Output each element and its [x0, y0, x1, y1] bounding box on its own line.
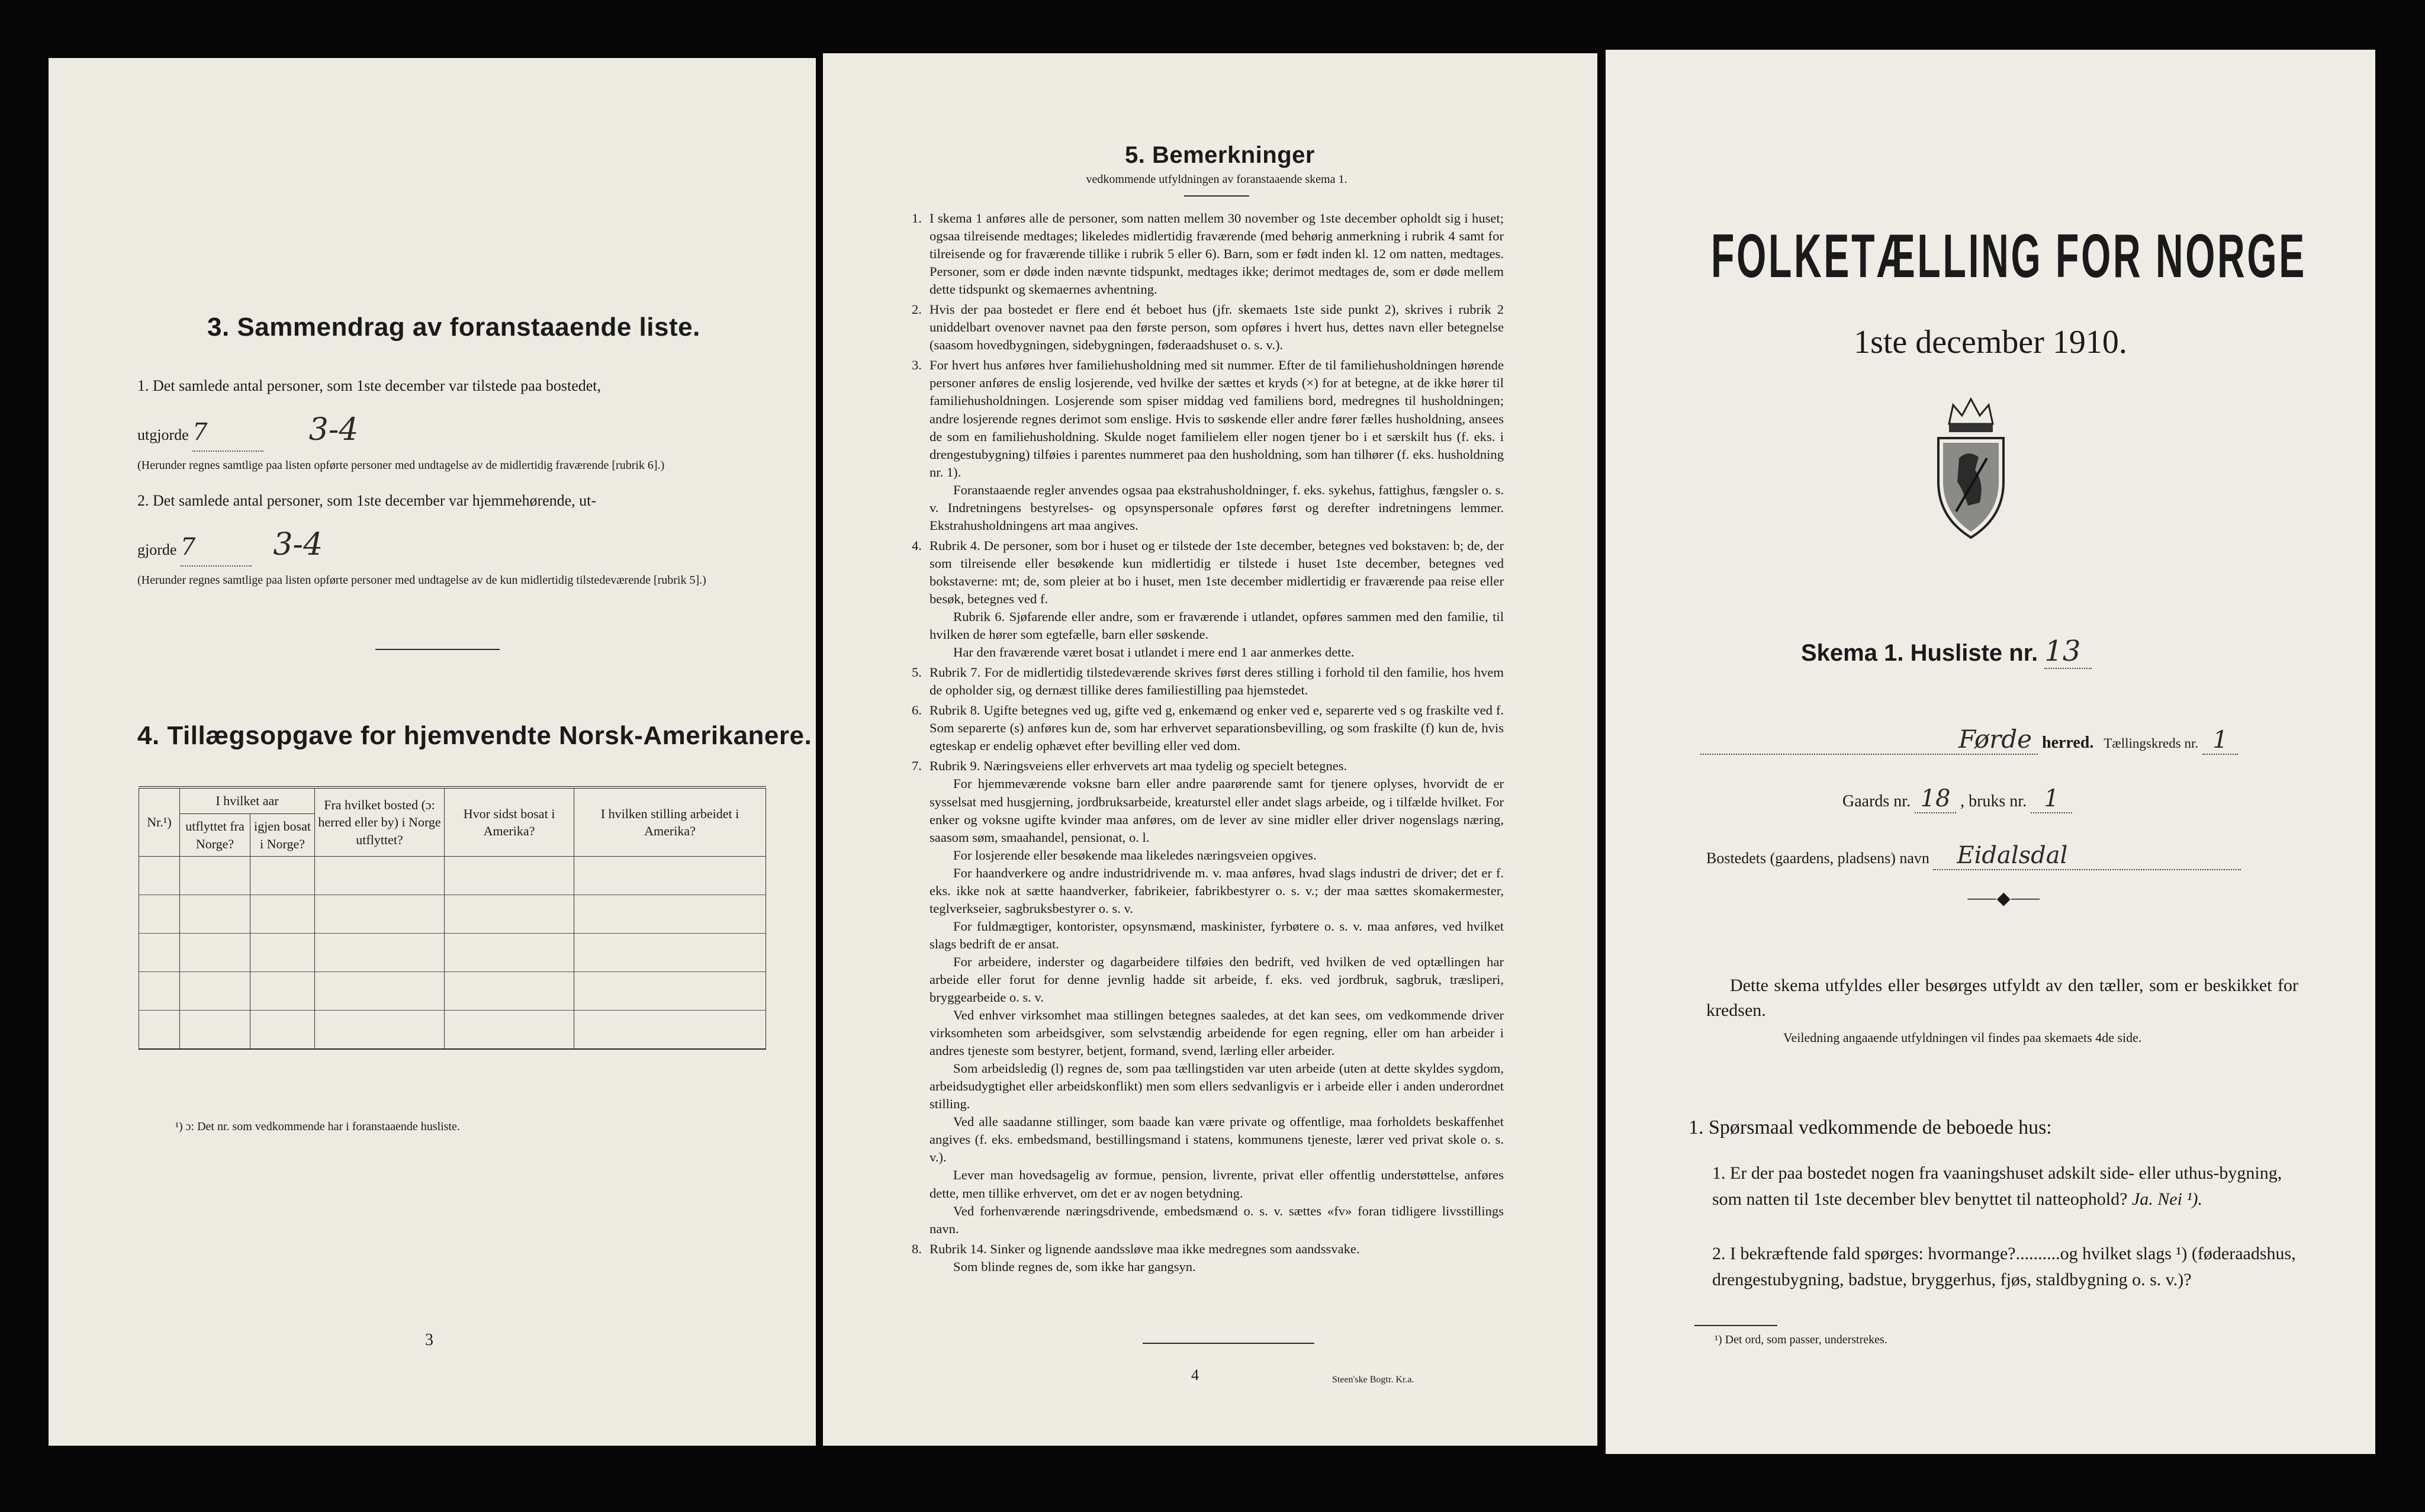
summary-item-1 [137, 374, 783, 475]
item1-handwritten: 3-4 [308, 412, 359, 448]
item1-value: 7 [192, 414, 263, 452]
norsk-amerikanere-table [139, 786, 766, 1050]
remark-paragraph: Hvis der paa bostedet er flere end ét beboet hus (jfr. skemaets 1ste side punkt 2), skrives i rubrik 2 uniddelbart ovenover navnet paa den første person, som opføres i hvert hus, dettes navn eller betegnelse (saasom hovedbygningen, sidebygningen, føderaadshuset o. s. v.). [930, 302, 1504, 353]
page-number: 3 [425, 1331, 433, 1349]
guidance-note: Veiledning angaaende utfyldningen vil findes paa skemaets 4de side. [1783, 1030, 2142, 1045]
page-middle [823, 53, 1597, 1446]
remark-paragraph: Som blinde regnes de, som ikke har gangsyn. [953, 1259, 1196, 1274]
gaards-label: Gaards nr. [1842, 792, 1911, 810]
col-nr: Nr.¹) [139, 787, 180, 857]
item2-note: (Herunder regnes samtlige paa listen opførte personer med undtagelse av de kun midlertidig tilstedeværende [rubrik 5].) [137, 573, 706, 587]
norway-coat-of-arms-icon [1932, 393, 2009, 544]
remark-paragraph: Rubrik 9. Næringsveiens eller erhvervets art maa tydelig og specielt betegnes. [930, 758, 1347, 774]
schema-label: Skema 1. Husliste nr. [1801, 640, 2038, 666]
table-row [139, 895, 766, 934]
divider [1694, 1325, 1777, 1326]
page-left [49, 58, 816, 1446]
item2-handwritten: 3-4 [273, 527, 323, 563]
remark-item [912, 702, 1504, 755]
item2-text: 2. Det samlede antal personer, som 1ste december var hjemmehørende, ut- [137, 492, 597, 509]
printer-mark: Steen'ske Bogtr. Kr.a. [1332, 1375, 1414, 1385]
remarks-subtitle: vedkommende utfyldningen av foranstaaende skema 1. [1086, 173, 1347, 186]
item2-value: 7 [181, 529, 252, 567]
col-occupation: I hvilken stilling arbeidet i Amerika? [574, 787, 766, 857]
col-last-america: Hvor sidst bosat i Amerika? [445, 787, 574, 857]
kreds-label: Tællingskreds nr. [2104, 736, 2199, 751]
remark-paragraph: Rubrik 4. De personer, som bor i huset og er tilstede der 1ste december, betegnes ved bokstaven: b; de, der som tilreisende eller besøkende kun midlertidig er tilstede i huset 1ste december, betegnes ved bokstaverne: mt; de, som pleier at bo i huset, men 1ste december midlertidig er fraværende paa reise eller besøk, betegnes ved f. [930, 538, 1504, 606]
remark-number: 1. [912, 211, 922, 226]
q1-title: 1. Spørsmaal vedkommende de beboede hus: [1689, 1117, 2052, 1138]
remark-paragraph: Foranstaaende regler anvendes ogsaa paa ekstrahusholdninger, f. eks. sykehus, fattighus, fængsler o. s. v. Indretningens bestyrelses- og opsynspersonale opføres først og derefter indretningens lemmer. Ekstrahusholdningens art maa angives. [930, 482, 1504, 533]
bruks-label: , bruks nr. [1960, 792, 2027, 810]
q1-2: 2. I bekræftende fald spørges: hvormange?..........og hvilket slags ¹) (føderaadshus, drengestubygning, badstue, bryggerhus, fjøs, staldbygning o. s. v.)? [1712, 1244, 2296, 1289]
remark-item [912, 1240, 1504, 1276]
summary-item-2 [137, 489, 783, 590]
remark-paragraph: For hvert hus anføres hver familiehusholdning med sit nummer. Efter de til familiehusholdningen hørende personer anføres de enslig losjerende, ved hvilke der sættes et kryds (×) for at betegne, at de ikke hører til familiehusholdningen. Losjerende som spiser middag ved familiens bord, medregnes til husholdningen; andre losjerende regnes derimot som enslige. Hvis to søskende eller andre fører fælles husholdning, ansees de som en familiehusholdning. Skulde noget familielem eller nogen tjener bo i et særskilt hus (f. eks. i drengestubygning) tilføies i parentes nummeret paa den husholdning, som han tilhører (f. eks. husholdning nr. 1). [930, 358, 1504, 480]
ornament-icon: ⸺◆⸺ [1967, 889, 2041, 908]
remark-paragraph: Lever man hovedsagelig av formue, pension, livrente, privat eller offentlig understøttelse, anføres dette, men tillike erhvervet, om det er av nogen betydning. [930, 1167, 1504, 1201]
remark-paragraph: Rubrik 7. For de midlertidig tilstedeværende skrives først deres stilling i forhold til den familie, hos hvem de opholder sig, og dernæst tillike deres familiestilling paa hjemstedet. [930, 665, 1504, 698]
bosted-line [1706, 842, 2241, 870]
remark-paragraph: For hjemmeværende voksne barn eller andre paarørende samt for tjenere oplyses, hvorvidt de er sysselsat med husgjerning, jordbruksarbeide, kreaturstel eller andet slags arbeide, og i tilfælde hvilket. For enker og voksne ugifte kvinder maa anføres, om de lever av sine midler eller driver nogenslags næring, saasom søm, smaahandel, pensionat, o. l. [930, 776, 1504, 845]
remark-paragraph: Ved alle saadanne stillinger, som baade kan være private og offentlige, maa forholdets beskaffenhet angives (f. eks. embedsmand, bestillingsmand i statens, kommunens tjeneste, lærer ved privat skole o. s. v.). [930, 1114, 1504, 1165]
remark-number: 4. [912, 538, 922, 553]
bruks-value: 1 [2031, 785, 2072, 813]
remark-number: 3. [912, 358, 922, 373]
remark-number: 7. [912, 758, 922, 774]
table-row [139, 1011, 766, 1050]
census-title: FOLKETÆLLING FOR NORGE [1711, 222, 2307, 291]
item1-text: 1. Det samlede antal personer, som 1ste december var tilstede paa bostedet, [137, 377, 602, 394]
remarks-list [912, 210, 1504, 1278]
remarks-title: 5. Bemerkninger [1125, 142, 1315, 168]
remark-paragraph: For fuldmægtiger, kontorister, opsynsmænd, maskinister, fyrbøtere o. s. v. maa anføres, ved hvilket slags bedrift de er ansat. [930, 918, 1504, 951]
col-emigrated: utflyttet fra Norge? [180, 814, 250, 857]
herred-value: Førde [1958, 725, 2032, 754]
kreds-value: 1 [2202, 726, 2238, 755]
table-row [139, 934, 766, 972]
remark-item [912, 757, 1504, 1237]
item1-note: (Herunder regnes samtlige paa listen opførte personer med undtagelse av de midlertidig fraværende [rubrik 6].) [137, 458, 665, 472]
section3-title: 3. Sammendrag av foranstaaende liste. [207, 313, 700, 342]
section4-title: 4. Tillægsopgave for hjemvendte Norsk-Amerikanere. [137, 721, 812, 750]
remark-item [912, 210, 1504, 298]
herred-line [1700, 725, 2346, 755]
q1-1-answer: Ja. Nei ¹). [2131, 1189, 2202, 1209]
remark-item [912, 537, 1504, 661]
remark-paragraph: Rubrik 14. Sinker og lignende aandssløve maa ikke medregnes som aandssvake. [930, 1241, 1360, 1256]
remark-paragraph: Har den fraværende været bosat i utlandet i mere end 1 aar anmerkes dette. [953, 645, 1355, 660]
q1-1-text: 1. Er der paa bostedet nogen fra vaaningshuset adskilt side- eller uthus-bygning, som natten til 1ste december blev benyttet til natteophold? [1712, 1163, 2282, 1209]
remark-number: 8. [912, 1241, 922, 1256]
husliste-nr-value: 13 [2044, 635, 2092, 669]
table-row [139, 857, 766, 895]
remark-number: 2. [912, 302, 922, 317]
remark-paragraph: For losjerende eller besøkende maa likeledes næringsveien opgives. [953, 847, 1317, 863]
table-footnote: ¹) ɔ: Det nr. som vedkommende har i foranstaaende husliste. [175, 1120, 460, 1133]
schema-line [1801, 635, 2092, 669]
instructions: Dette skema utfyldes eller besørges utfyldt av den tæller, som er beskikket for kredsen. [1706, 976, 2298, 1020]
remark-item [912, 356, 1504, 534]
item2-label: gjorde [137, 541, 177, 559]
page-number: 4 [1191, 1366, 1199, 1384]
bosted-value: Eidalsdal [1957, 842, 2068, 869]
remark-number: 5. [912, 665, 922, 680]
col-group-year: I hvilket aar [180, 787, 315, 814]
footnote: ¹) Det ord, som passer, understrekes. [1715, 1333, 1887, 1346]
col-returned: igjen bosat i Norge? [250, 814, 315, 857]
remark-paragraph: Ved forhenværende næringsdrivende, embedsmænd o. s. v. sættes «fv» foran tidligere livsstillings navn. [930, 1203, 1504, 1236]
remark-paragraph: For arbeidere, inderster og dagarbeidere tilføies den bedrift, ved hvilken de ved optællingen har arbeide eller forut for denne jevnlig hadde sit arbeide, f. eks. ved jordbruk, sagbruk, træsliperi, bryggearbeide o. s. v. [930, 954, 1504, 1005]
remark-number: 6. [912, 703, 922, 718]
remark-paragraph: For haandverkere og andre industridrivende m. v. maa anføres, hvad slags industri de driver; det er f. eks. ikke nok at sætte haandverker, fabrikeier, fabrikbestyrer o. s. v.; der maa sættes skomakermester, teglverkseier, sagbruksbestyrer o. s. v. [930, 865, 1504, 916]
remark-paragraph: Ved enhver virksomhet maa stillingen betegnes saaledes, at det kan sees, om vedkommende driver virksomheten som arbeidsgiver, som selvstændig arbeidende for egen regning, eller om han arbeider i andres tjeneste som bestyrer, betjent, formand, svend, lærling eller arbeider. [930, 1008, 1504, 1059]
gaards-line [1842, 785, 2072, 813]
q1-1 [1712, 1160, 2298, 1212]
census-date: 1ste december 1910. [1854, 324, 2127, 361]
divider [375, 649, 500, 650]
remark-item [912, 664, 1504, 699]
table-row [139, 972, 766, 1011]
bosted-label: Bostedets (gaardens, pladsens) navn [1706, 850, 1929, 867]
remark-paragraph: Rubrik 8. Ugifte betegnes ved ug, gifte ved g, enkemænd og enker ved e, separerte ved s og fraskilte ved f. Som separerte (s) anføres kun de, som har erhvervet separationsbevilling, og som fraskilte (f) kun de, hvis egteskap er endelig ophævet efter bevilling eller ved dom. [930, 703, 1504, 754]
herred-label: herred. [2042, 734, 2094, 752]
col-from-where: Fra hvilket bosted (ɔ: herred eller by) i Norge utflyttet? [315, 787, 445, 857]
divider [1143, 1343, 1314, 1344]
remark-item [912, 301, 1504, 354]
divider [1184, 195, 1249, 197]
remark-paragraph: I skema 1 anføres alle de personer, som natten mellem 30 november og 1ste december opholdt sig i huset; ogsaa tilreisende medtages; likeledes midlertidig fraværende (med behørig anmerkning i rubrik 4 samt for tilreisende og for fraværende tillike i rubrik 5 eller 6). Barn, som er født inden kl. 12 om natten, medtages. Personer, som er døde inden nævnte tidspunkt, medtages ikke; derimot medtages de, som er døde mellem dette tidspunkt og skemaernes avhentning. [930, 211, 1504, 297]
page-right [1606, 50, 2375, 1454]
remark-paragraph: Rubrik 6. Sjøfarende eller andre, som er fraværende i utlandet, opføres sammen med den familie, til hvilken de hører som egtefælle, barn eller søskende. [930, 609, 1504, 642]
item1-label: utgjorde [137, 426, 189, 444]
remark-paragraph: Som arbeidsledig (l) regnes de, som paa tællingstiden var uten arbeide (uten at dette skyldes sygdom, arbeidsudygtighet eller arbeidskonflikt) men som ellers sedvanligvis er i arbeide eller i anden underordnet stilling. [930, 1061, 1504, 1112]
gaards-value: 18 [1915, 785, 1956, 813]
